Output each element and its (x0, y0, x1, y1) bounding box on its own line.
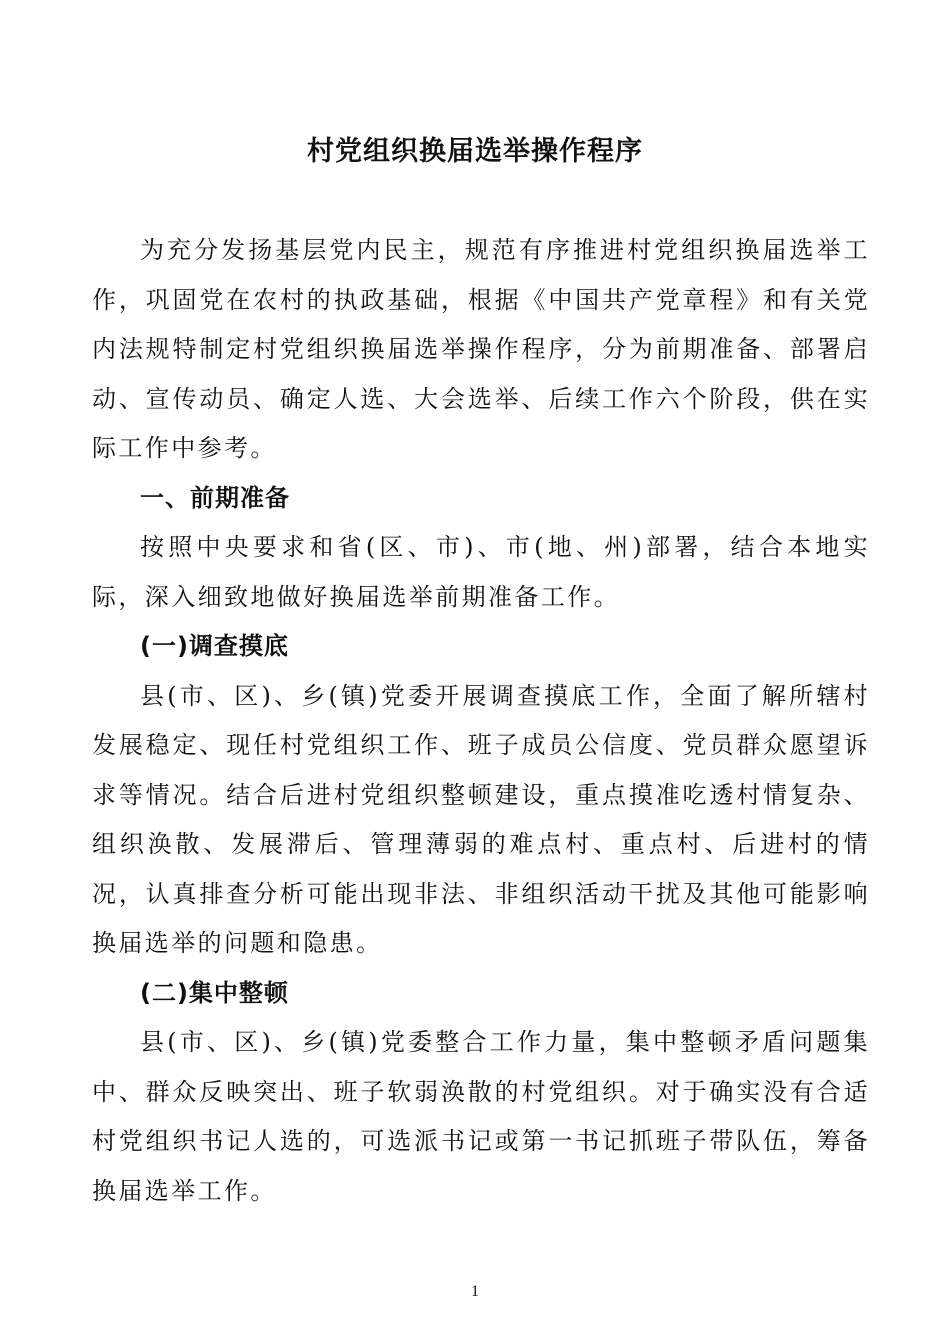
document-title: 村党组织换届选举操作程序 (307, 136, 643, 167)
subsection-heading-rectification: (二)集中整顿 (140, 978, 289, 1007)
document-body (92, 226, 870, 1216)
rectification-paragraph: 县(市、区)、乡(镇)党委整合工作力量，集中整顿矛盾问题集中、群众反映突出、班子软弱涣散的村党组织。对于确实没有合适村党组织书记人选的，可选派书记或第一书记抓班子带队伍，筹备换届选举工作。 (92, 1028, 870, 1205)
section-heading-preparation: 一、前期准备 (140, 483, 290, 512)
subsection-heading-survey: (一)调查摸底 (140, 632, 289, 660)
survey-paragraph: 县(市、区)、乡(镇)党委开展调查摸底工作，全面了解所辖村发展稳定、现任村党组织工作、班子成员公信度、党员群众愿望诉求等情况。结合后进村党组织整顿建设，重点摸准吃透村情复杂、组织涣散、发展滞后、管理薄弱的难点村、重点村、后进村的情况，认真排查分析可能出现非法、非组织活动干扰及其他可能影响换届选举的问题和隐患。 (92, 681, 870, 957)
page-number: 1 (471, 1283, 479, 1300)
preparation-paragraph: 按照中央要求和省(区、市)、市(地、州)部署，结合本地实际，深入细致地做好换届选举前期准备工作。 (92, 533, 870, 611)
intro-paragraph: 为充分发扬基层党内民主，规范有序推进村党组织换届选举工作，巩固党在农村的执政基础，根据《中国共产党章程》和有关党内法规特制定村党组织换届选举操作程序，分为前期准备、部署启动、宣传动员、确定人选、大会选举、后续工作六个阶段，供在实际工作中参考。 (92, 236, 870, 462)
